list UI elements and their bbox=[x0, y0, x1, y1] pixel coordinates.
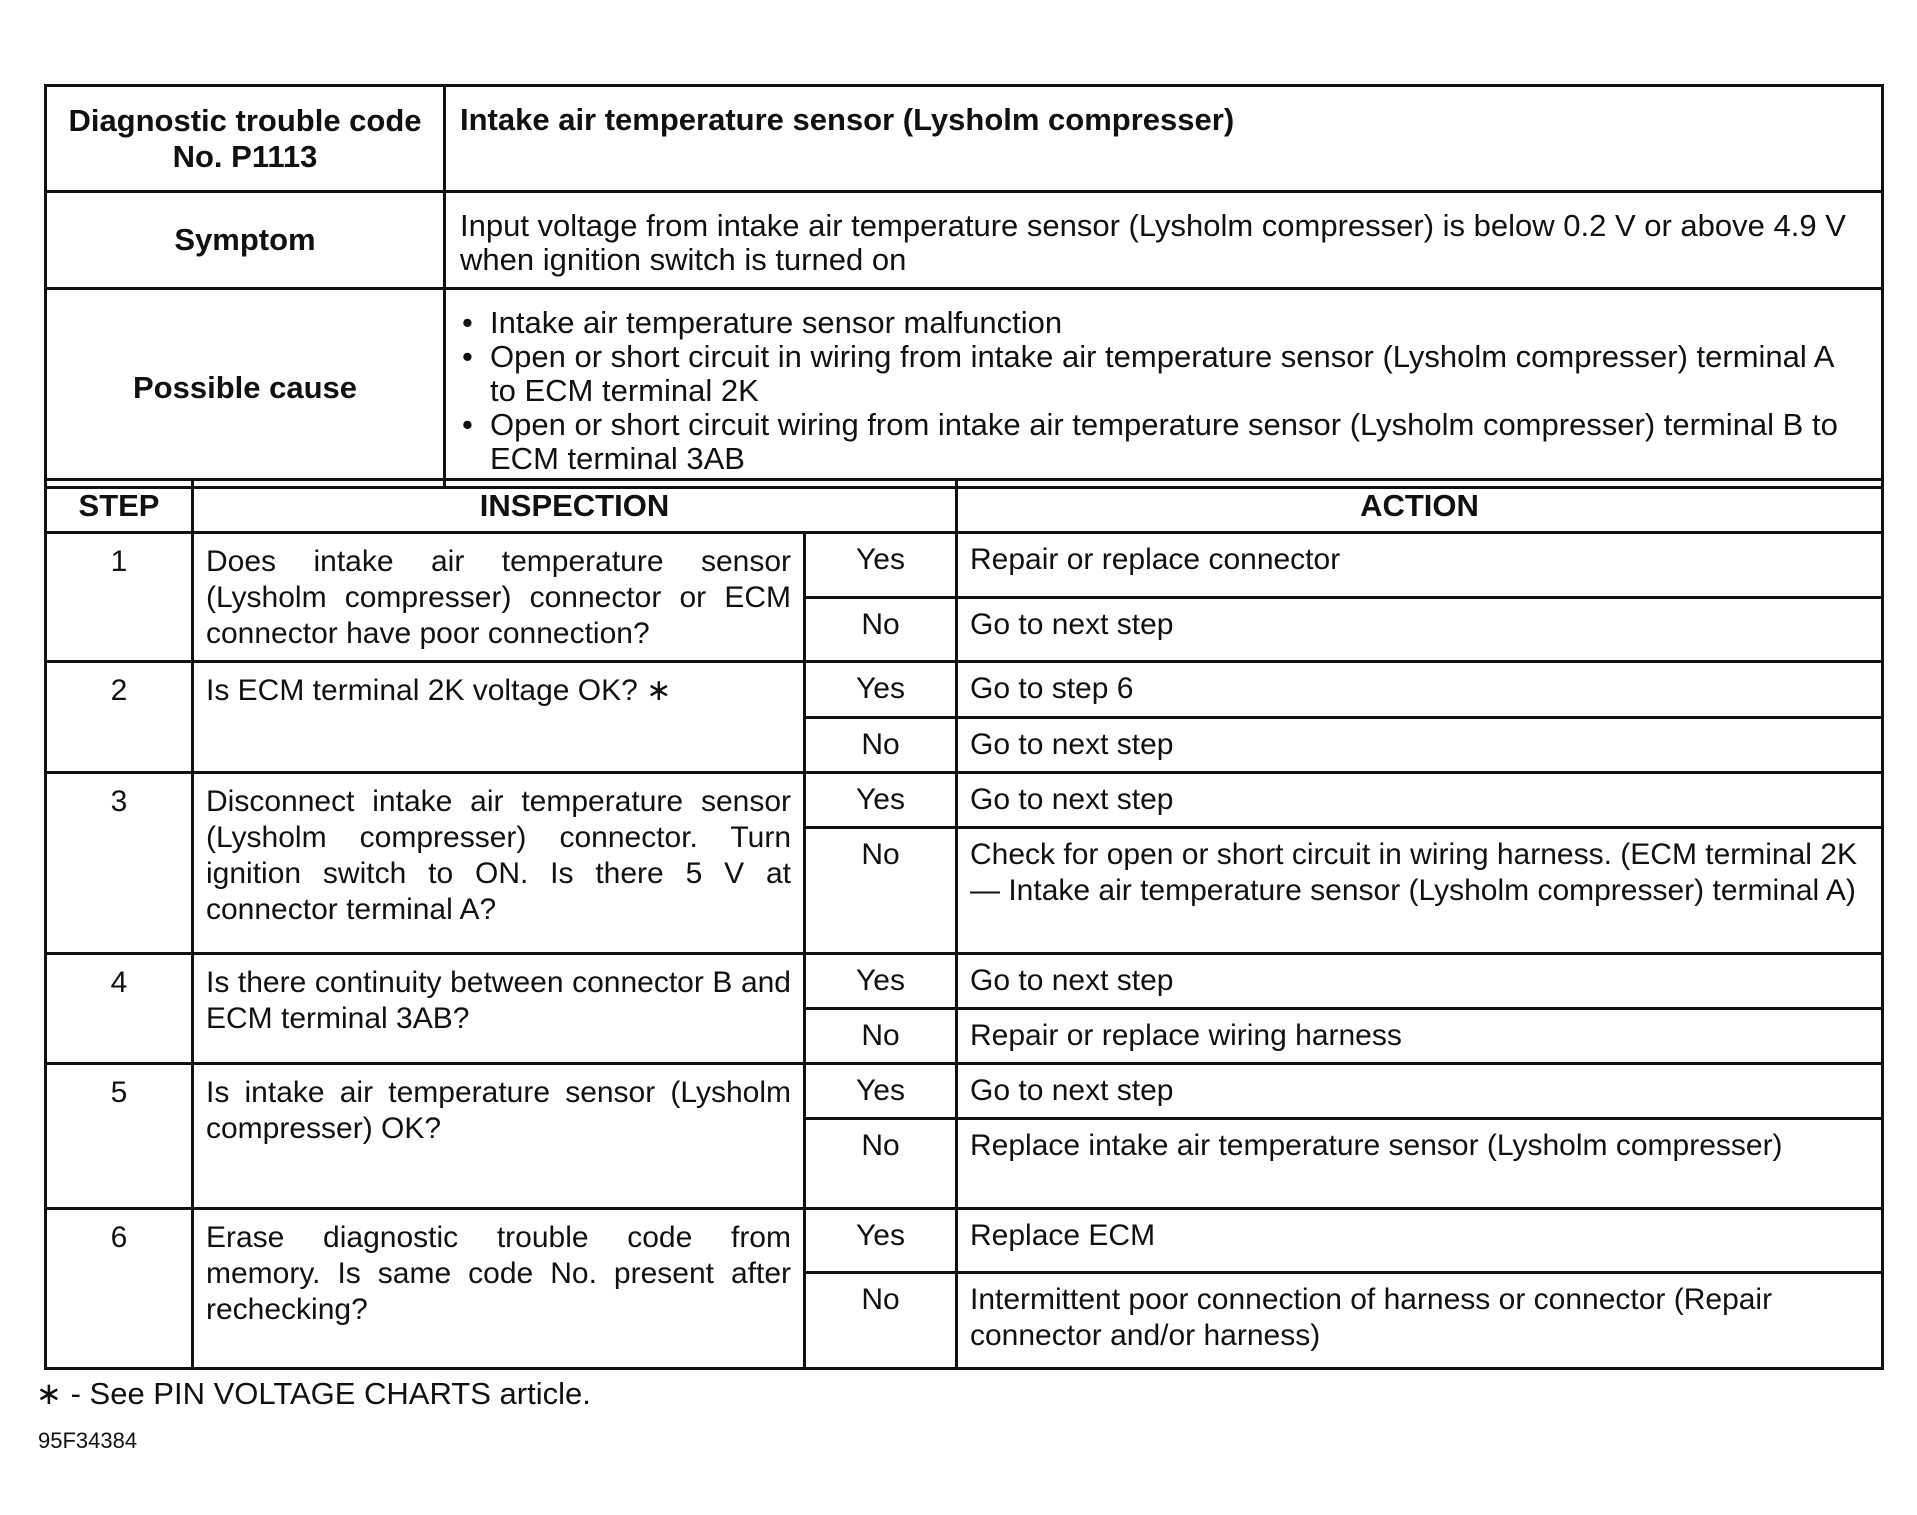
no-action: Repair or replace wiring harness bbox=[957, 1009, 1883, 1064]
yes-label: Yes bbox=[805, 954, 957, 1009]
no-action: Intermittent poor connection of harness or connector (Repair connector and/or harness) bbox=[957, 1273, 1883, 1369]
action-column-header: ACTION bbox=[957, 480, 1883, 533]
dtc-title: Intake air temperature sensor (Lysholm compresser) bbox=[445, 86, 1883, 192]
dtc-row bbox=[46, 86, 1883, 192]
table-row bbox=[46, 533, 1883, 598]
no-action: Replace intake air temperature sensor (Lysholm compresser) bbox=[957, 1119, 1883, 1209]
yes-label: Yes bbox=[805, 662, 957, 718]
inspection-text: Is ECM terminal 2K voltage OK? ∗ bbox=[193, 662, 805, 773]
no-label: No bbox=[805, 828, 957, 954]
yes-action: Go to step 6 bbox=[957, 662, 1883, 718]
step-number: 2 bbox=[46, 662, 193, 773]
yes-label: Yes bbox=[805, 773, 957, 828]
footnote: ∗ - See PIN VOLTAGE CHARTS article. bbox=[36, 1376, 591, 1411]
no-label: No bbox=[805, 1119, 957, 1209]
steps-header-row bbox=[46, 480, 1883, 533]
no-action: Check for open or short circuit in wiring harness. (ECM terminal 2K — Intake air temperature sensor (Lysholm compresser) terminal A) bbox=[957, 828, 1883, 954]
dtc-header-table bbox=[44, 84, 1884, 489]
yes-label: Yes bbox=[805, 1064, 957, 1119]
figure-id: 95F34384 bbox=[38, 1428, 138, 1453]
inspection-text: Is intake air temperature sensor (Lysholm compresser) OK? bbox=[193, 1064, 805, 1209]
inspection-text: Disconnect intake air temperature sensor (Lysholm compresser) connector. Turn ignition switch to ON. Is there 5 V at connector terminal A? bbox=[193, 773, 805, 954]
no-label: No bbox=[805, 1009, 957, 1064]
step-number: 6 bbox=[46, 1209, 193, 1369]
no-label: No bbox=[805, 1273, 957, 1369]
yes-action: Go to next step bbox=[957, 773, 1883, 828]
possible-cause-row bbox=[46, 289, 1883, 488]
possible-cause-cell bbox=[445, 289, 1883, 488]
no-action: Go to next step bbox=[957, 597, 1883, 662]
no-action: Go to next step bbox=[957, 718, 1883, 773]
symptom-text: Input voltage from intake air temperature sensor (Lysholm compresser) is below 0.2 V or above 4.9 V when ignition switch is turned on bbox=[445, 192, 1883, 289]
step-number: 5 bbox=[46, 1064, 193, 1209]
cause-item: • Open or short circuit in wiring from intake air temperature sensor (Lysholm compresser) terminal A to ECM terminal 2K bbox=[460, 340, 1867, 408]
dtc-label: Diagnostic trouble code No. P1113 bbox=[46, 86, 445, 192]
inspection-column-header: INSPECTION bbox=[193, 480, 957, 533]
cause-item: • Intake air temperature sensor malfunction bbox=[460, 306, 1867, 340]
possible-cause-list bbox=[460, 306, 1867, 476]
inspection-text: Does intake air temperature sensor (Lysholm compresser) connector or ECM connector have poor connection? bbox=[193, 533, 805, 662]
table-row bbox=[46, 954, 1883, 1009]
table-row bbox=[46, 662, 1883, 718]
yes-action: Go to next step bbox=[957, 1064, 1883, 1119]
table-row bbox=[46, 1064, 1883, 1119]
cause-item: • Open or short circuit wiring from intake air temperature sensor (Lysholm compresser) terminal B to ECM terminal 3AB bbox=[460, 408, 1867, 476]
yes-action: Repair or replace connector bbox=[957, 533, 1883, 598]
possible-cause-label: Possible cause bbox=[46, 289, 445, 488]
symptom-row bbox=[46, 192, 1883, 289]
step-number: 1 bbox=[46, 533, 193, 662]
symptom-label: Symptom bbox=[46, 192, 445, 289]
inspection-text: Erase diagnostic trouble code from memory. Is same code No. present after rechecking? bbox=[193, 1209, 805, 1369]
no-label: No bbox=[805, 597, 957, 662]
yes-action: Go to next step bbox=[957, 954, 1883, 1009]
inspection-text: Is there continuity between connector B and ECM terminal 3AB? bbox=[193, 954, 805, 1064]
no-label: No bbox=[805, 718, 957, 773]
table-row bbox=[46, 773, 1883, 828]
step-number: 3 bbox=[46, 773, 193, 954]
steps-table bbox=[44, 478, 1884, 1370]
yes-label: Yes bbox=[805, 1209, 957, 1273]
yes-label: Yes bbox=[805, 533, 957, 598]
table-row bbox=[46, 1209, 1883, 1273]
step-number: 4 bbox=[46, 954, 193, 1064]
yes-action: Replace ECM bbox=[957, 1209, 1883, 1273]
step-column-header: STEP bbox=[46, 480, 193, 533]
